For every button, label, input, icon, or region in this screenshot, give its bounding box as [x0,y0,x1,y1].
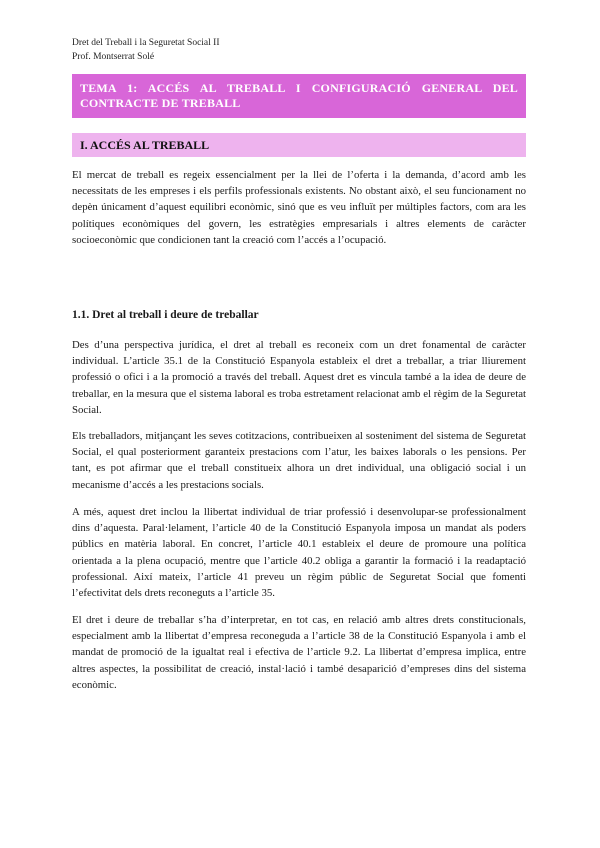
chapter-title-box [72,74,526,118]
body-paragraph-2: Els treballadors, mitjançant les seves cotitzacions, contribueixen al sosteniment del sistema de Seguretat Social, el qual posteriorment garanteix prestacions com l’atur, les baixes laborals o les pensions. Per tant, es pot afirmar que el treball constitueix alhora un dret individual, una obligació social i un mecanisme d’accés a les prestacions socials. [72,430,526,491]
subsection-heading: 1.1. Dret al treball i deure de treballar [72,309,259,321]
course-title: Dret del Treball i la Seguretat Social II [72,38,220,48]
intro-paragraph: El mercat de treball es regeix essencialment per la llei de l’oferta i la demanda, d’acord amb les necessitats de les empreses i els perfils professionals existents. No obstant això, el seu funcionament no depèn únicament d’aquest equilibri econòmic, sinó que es veu influït per múltiples factors, com ara les polítiques econòmiques del govern, les estratègies empresarials i altres elements de caràcter socioeconòmic que condicionen tant la creació com l’accés a l’ocupació. [72,169,526,246]
section-heading: I. ACCÉS AL TREBALL [80,138,210,152]
body-paragraph-4: El dret i deure de treballar s’ha d’interpretar, en tot cas, en relació amb altres drets constitucionals, especialment amb la llibertat d’empresa reconeguda a l’article 38 de la Constitució Espanyola i amb el mandat de promoció de la igualtat real i efectiva de l’article 9.2. La llibertat d’empresa implica, entre altres aspectes, la possibilitat de creació, instal·lació i també desaparició d’empreses dins del sistema econòmic. [72,614,526,691]
professor-name: Prof. Montserrat Solé [72,52,155,62]
section-heading-box [72,133,526,157]
running-header [72,36,219,64]
chapter-title: TEMA 1: ACCÉS AL TREBALL I CONFIGURACIÓ GENERAL DEL CONTRACTE DE TREBALL [80,81,518,110]
body-paragraph-3: A més, aquest dret inclou la llibertat individual de triar professió i desenvolupar-se professionalment dins d’aquesta. Paral·lelament, l’article 40 de la Constitució Espanyola imposa un mandat als poders públics en matèria laboral. En concret, l’article 40.1 estableix el deure de promoure una política orientada a la plena ocupació, mentre que l’article 40.2 obliga a garantir la formació i la readaptació professional. Així mateix, l’article 41 preveu un règim públic de Seguretat Social que fomenti l’efectivitat dels drets reconeguts a l’article 35. [72,506,526,600]
body-paragraph-1: Des d’una perspectiva jurídica, el dret al treball es reconeix com un dret fonamental de caràcter individual. L’article 35.1 de la Constitució Espanyola estableix el dret a treballar, a triar lliurement professió o ofici i a la promoció a través del treball. Aquest dret es vincula també a la idea de deure de treballar, en la mesura que el sistema laboral es troba estretament relacionat amb el règim de la Seguretat Social. [72,339,526,416]
